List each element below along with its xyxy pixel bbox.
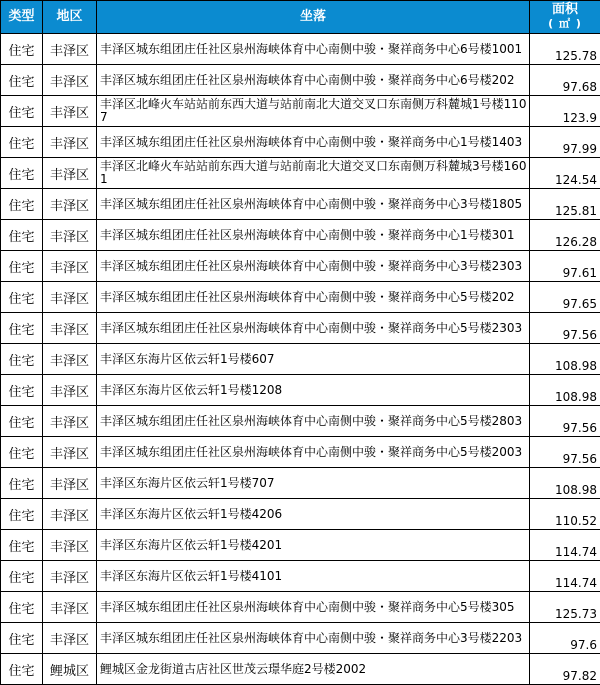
- table-row: [1, 530, 600, 561]
- cell-address: 丰泽区城东组团庄任社区泉州海峡体育中心南侧中骏・聚祥商务中心3号楼2203: [97, 623, 530, 654]
- cell-district: 丰泽区: [43, 623, 97, 654]
- cell-district: 丰泽区: [43, 561, 97, 592]
- cell-address: 丰泽区东海片区依云轩1号楼4201: [97, 530, 530, 561]
- table-row: [1, 468, 600, 499]
- cell-address: 鲤城区金龙街道古店社区世茂云璟华庭2号楼2002: [97, 654, 530, 685]
- header-type: 类型: [1, 1, 43, 34]
- cell-address: 丰泽区城东组团庄任社区泉州海峡体育中心南侧中骏・聚祥商务中心1号楼301: [97, 220, 530, 251]
- cell-district: 丰泽区: [43, 313, 97, 344]
- cell-area: 114.74: [530, 530, 600, 561]
- table-row: [1, 375, 600, 406]
- cell-address: 丰泽区城东组团庄任社区泉州海峡体育中心南侧中骏・聚祥商务中心3号楼1805: [97, 189, 530, 220]
- cell-district: 丰泽区: [43, 468, 97, 499]
- cell-area: 97.56: [530, 437, 600, 468]
- table-row: [1, 313, 600, 344]
- cell-address: 丰泽区城东组团庄任社区泉州海峡体育中心南侧中骏・聚祥商务中心3号楼2303: [97, 251, 530, 282]
- table-row: [1, 158, 600, 189]
- cell-area: 124.54: [530, 158, 600, 189]
- cell-area: 97.65: [530, 282, 600, 313]
- cell-type: 住宅: [1, 561, 43, 592]
- cell-type: 住宅: [1, 282, 43, 313]
- table-row: [1, 127, 600, 158]
- cell-district: 丰泽区: [43, 189, 97, 220]
- cell-address: 丰泽区城东组团庄任社区泉州海峡体育中心南侧中骏・聚祥商务中心5号楼2803: [97, 406, 530, 437]
- table-row: [1, 220, 600, 251]
- cell-district: 丰泽区: [43, 65, 97, 96]
- cell-area: 125.78: [530, 34, 600, 65]
- cell-type: 住宅: [1, 344, 43, 375]
- cell-area: 110.52: [530, 499, 600, 530]
- table-row: [1, 406, 600, 437]
- cell-type: 住宅: [1, 623, 43, 654]
- cell-area: 97.82: [530, 654, 600, 685]
- cell-type: 住宅: [1, 406, 43, 437]
- table-body: [1, 34, 600, 685]
- cell-type: 住宅: [1, 96, 43, 127]
- header-address: 坐落: [97, 1, 530, 34]
- cell-district: 丰泽区: [43, 251, 97, 282]
- cell-type: 住宅: [1, 499, 43, 530]
- cell-district: 丰泽区: [43, 127, 97, 158]
- cell-type: 住宅: [1, 65, 43, 96]
- cell-address: 丰泽区城东组团庄任社区泉州海峡体育中心南侧中骏・聚祥商务中心6号楼1001: [97, 34, 530, 65]
- cell-district: 丰泽区: [43, 34, 97, 65]
- cell-area: 97.99: [530, 127, 600, 158]
- cell-type: 住宅: [1, 375, 43, 406]
- table-row: [1, 592, 600, 623]
- cell-type: 住宅: [1, 654, 43, 685]
- table-row: [1, 34, 600, 65]
- table-row: [1, 654, 600, 685]
- cell-address: 丰泽区东海片区依云轩1号楼607: [97, 344, 530, 375]
- cell-type: 住宅: [1, 437, 43, 468]
- table-row: [1, 189, 600, 220]
- cell-district: 丰泽区: [43, 96, 97, 127]
- cell-area: 108.98: [530, 468, 600, 499]
- cell-district: 丰泽区: [43, 592, 97, 623]
- cell-address: 丰泽区东海片区依云轩1号楼1208: [97, 375, 530, 406]
- cell-address: 丰泽区东海片区依云轩1号楼707: [97, 468, 530, 499]
- header-area-label: 面积: [551, 2, 578, 17]
- cell-area: 125.73: [530, 592, 600, 623]
- cell-address: 丰泽区东海片区依云轩1号楼4101: [97, 561, 530, 592]
- cell-district: 丰泽区: [43, 437, 97, 468]
- cell-address: 丰泽区北峰火车站站前东西大道与站前南北大道交叉口东南侧万科麓城1号楼1107: [97, 96, 530, 127]
- header-district: 地区: [43, 1, 97, 34]
- cell-area: 97.56: [530, 313, 600, 344]
- cell-area: 114.74: [530, 561, 600, 592]
- cell-address: 丰泽区城东组团庄任社区泉州海峡体育中心南侧中骏・聚祥商务中心5号楼2303: [97, 313, 530, 344]
- cell-district: 丰泽区: [43, 158, 97, 189]
- table-row: [1, 561, 600, 592]
- cell-area: 97.61: [530, 251, 600, 282]
- cell-district: 丰泽区: [43, 530, 97, 561]
- cell-type: 住宅: [1, 313, 43, 344]
- cell-type: 住宅: [1, 220, 43, 251]
- table-row: [1, 623, 600, 654]
- cell-type: 住宅: [1, 251, 43, 282]
- cell-area: 97.56: [530, 406, 600, 437]
- cell-district: 鲤城区: [43, 654, 97, 685]
- cell-address: 丰泽区城东组团庄任社区泉州海峡体育中心南侧中骏・聚祥商务中心5号楼202: [97, 282, 530, 313]
- cell-area: 125.81: [530, 189, 600, 220]
- cell-type: 住宅: [1, 530, 43, 561]
- table-row: [1, 344, 600, 375]
- cell-district: 丰泽区: [43, 282, 97, 313]
- cell-address: 丰泽区东海片区依云轩1号楼4206: [97, 499, 530, 530]
- cell-type: 住宅: [1, 189, 43, 220]
- table-row: [1, 437, 600, 468]
- cell-area: 97.68: [530, 65, 600, 96]
- header-area-unit: ( ㎡ ): [548, 17, 582, 30]
- table-header-row: [1, 1, 600, 34]
- cell-district: 丰泽区: [43, 499, 97, 530]
- cell-district: 丰泽区: [43, 220, 97, 251]
- cell-type: 住宅: [1, 468, 43, 499]
- table-row: [1, 499, 600, 530]
- cell-type: 住宅: [1, 127, 43, 158]
- cell-address: 丰泽区城东组团庄任社区泉州海峡体育中心南侧中骏・聚祥商务中心5号楼2003: [97, 437, 530, 468]
- cell-address: 丰泽区城东组团庄任社区泉州海峡体育中心南侧中骏・聚祥商务中心1号楼1403: [97, 127, 530, 158]
- cell-district: 丰泽区: [43, 375, 97, 406]
- table-row: [1, 65, 600, 96]
- header-area: [530, 1, 600, 34]
- cell-address: 丰泽区城东组团庄任社区泉州海峡体育中心南侧中骏・聚祥商务中心5号楼305: [97, 592, 530, 623]
- cell-area: 108.98: [530, 375, 600, 406]
- cell-area: 108.98: [530, 344, 600, 375]
- cell-address: 丰泽区北峰火车站站前东西大道与站前南北大道交叉口东南侧万科麓城3号楼1601: [97, 158, 530, 189]
- cell-address: 丰泽区城东组团庄任社区泉州海峡体育中心南侧中骏・聚祥商务中心6号楼202: [97, 65, 530, 96]
- cell-area: 97.6: [530, 623, 600, 654]
- cell-type: 住宅: [1, 158, 43, 189]
- cell-district: 丰泽区: [43, 406, 97, 437]
- table-row: [1, 282, 600, 313]
- cell-type: 住宅: [1, 592, 43, 623]
- cell-area: 123.9: [530, 96, 600, 127]
- cell-area: 126.28: [530, 220, 600, 251]
- cell-type: 住宅: [1, 34, 43, 65]
- table-row: [1, 251, 600, 282]
- table-row: [1, 96, 600, 127]
- cell-district: 丰泽区: [43, 344, 97, 375]
